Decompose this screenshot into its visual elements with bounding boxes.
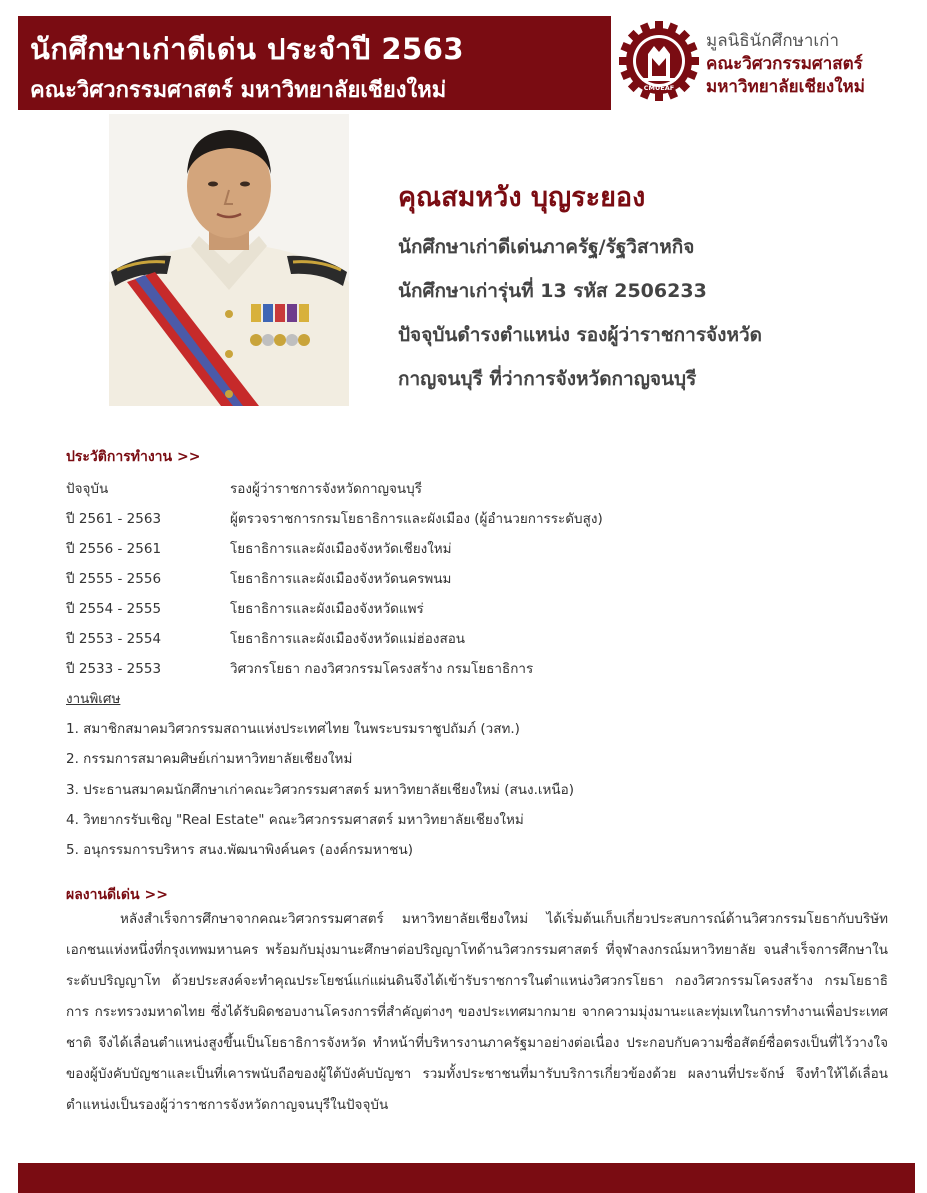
work-history-heading: ประวัติการทำงาน >>	[66, 449, 201, 465]
history-position: โยธาธิการและผังเมืองจังหวัดแม่ฮ่องสอน	[230, 631, 466, 647]
org-line-1: มูลนิธินักศึกษาเก่า	[706, 31, 840, 51]
banner-subtitle: คณะวิศวกรรมศาสตร์ มหาวิทยาลัยเชียงใหม่	[30, 78, 447, 103]
history-period: ปี 2553 - 2554	[66, 631, 162, 647]
history-period: ปี 2533 - 2553	[66, 661, 162, 677]
current-position-line-2: กาญจนบุรี ที่ว่าการจังหวัดกาญจนบุรี	[398, 368, 697, 390]
achievements-heading: ผลงานดีเด่น >>	[66, 887, 168, 903]
history-position: ผู้ตรวจราชการกรมโยธาธิการและผังเมือง (ผู้อำนวยการระดับสูง)	[230, 511, 603, 527]
special-item: 1. สมาชิกสมาคมวิศวกรรมสถานแห่งประเทศไทย ในพระบรมราชูปถัมภ์ (วสท.)	[66, 721, 520, 737]
org-line-3: มหาวิทยาลัยเชียงใหม่	[706, 77, 865, 97]
history-position: วิศวกรโยธา กองวิศวกรรมโครงสร้าง กรมโยธาธิการ	[230, 661, 534, 677]
history-period: ปี 2555 - 2556	[66, 571, 162, 587]
history-position: รองผู้ว่าราชการจังหวัดกาญจนบุรี	[230, 481, 422, 497]
special-item: 2. กรรมการสมาคมศิษย์เก่ามหาวิทยาลัยเชียงใหม่	[66, 751, 353, 767]
special-work-heading: งานพิเศษ	[66, 691, 121, 707]
history-position: โยธาธิการและผังเมืองจังหวัดเชียงใหม่	[230, 541, 452, 557]
org-line-2: คณะวิศวกรรมศาสตร์	[706, 54, 863, 74]
special-item: 5. อนุกรรมการบริหาร สนง.พัฒนาพิงค์นคร (องค์กรมหาชน)	[66, 842, 413, 858]
award-category: นักศึกษาเก่าดีเด่นภาครัฐ/รัฐวิสาหกิจ	[398, 236, 695, 258]
history-period: ปี 2561 - 2563	[66, 511, 162, 527]
foundation-name	[706, 30, 865, 99]
history-position: โยธาธิการและผังเมืองจังหวัดนครพนม	[230, 571, 452, 587]
achievements-paragraph: หลังสำเร็จการศึกษาจากคณะวิศวกรรมศาสตร์ มหาวิทยาลัยเชียงใหม่ ได้เริ่มต้นเก็บเกี่ยวประสบการณ์ด้านวิศวกรรมโยธากับบริษัทเอกชนแห่งหนึ่งที่กรุงเทพมหานคร พร้อมกับมุ่งมานะศึกษาต่อปริญญาโทด้านวิศวกรรมศาสตร์ ที่จุฬาลงกรณ์มหาวิทยาลัย จนสำเร็จการศึกษาในระดับปริญญาโท ด้วยประสงค์จะทำคุณประโยชน์แก่แผ่นดินจึงได้เข้ารับราชการในตำแหน่งวิศวกรโยธา กองวิศวกรรมโครงสร้าง กรมโยธาธิการ กระทรวงมหาดไทย ซึ่งได้รับผิดชอบงานโครงการที่สำคัญต่างๆ ของประเทศมากมาย จากความมุ่งมานะและทุ่มเทในการทำงานเพื่อประเทศชาติ จึงได้เลื่อนตำแหน่งสูงขึ้นเป็นโยธาธิการจังหวัด ทำหน้าที่บริหารงานภาครัฐมาอย่างต่อเนื่อง ประกอบกับความซื่อสัตย์ซื่อตรงเป็นที่ไว้วางใจของผู้บังคับบัญชาและเป็นที่เคารพนับถือของผู้ใต้บังคับบัญชา รวมทั้งประชาชนที่มารับบริการเกี่ยวข้องด้วย ผลงานที่ประจักษ์ จึงทำให้ได้เลื่อนตำแหน่งเป็นรองผู้ว่าราชการจังหวัดกาญจนบุรีในปัจจุบัน	[66, 911, 888, 1113]
history-period: ปัจจุบัน	[66, 481, 109, 497]
title-banner	[18, 16, 611, 110]
foundation-logo	[618, 20, 700, 102]
current-position-line-1: ปัจจุบันดำรงตำแหน่ง รองผู้ว่าราชการจังหวัด	[398, 324, 762, 346]
banner-title: นักศึกษาเก่าดีเด่น ประจำปี 2563	[30, 32, 465, 66]
logo-text: CMUEAF	[643, 84, 675, 92]
special-item: 4. วิทยากรรับเชิญ "Real Estate" คณะวิศวกรรมศาสตร์ มหาวิทยาลัยเชียงใหม่	[66, 812, 524, 828]
alumni-info: นักศึกษาเก่ารุ่นที่ 13 รหัส 2506233	[398, 280, 707, 302]
portrait-photo	[109, 114, 349, 406]
profile-name: คุณสมหวัง บุญระยอง	[398, 182, 646, 213]
history-period: ปี 2556 - 2561	[66, 541, 162, 557]
footer-bar	[18, 1163, 915, 1193]
history-period: ปี 2554 - 2555	[66, 601, 162, 617]
special-item: 3. ประธานสมาคมนักศึกษาเก่าคณะวิศวกรรมศาสตร์ มหาวิทยาลัยเชียงใหม่ (สนง.เหนือ)	[66, 782, 574, 798]
history-position: โยธาธิการและผังเมืองจังหวัดแพร่	[230, 601, 424, 617]
